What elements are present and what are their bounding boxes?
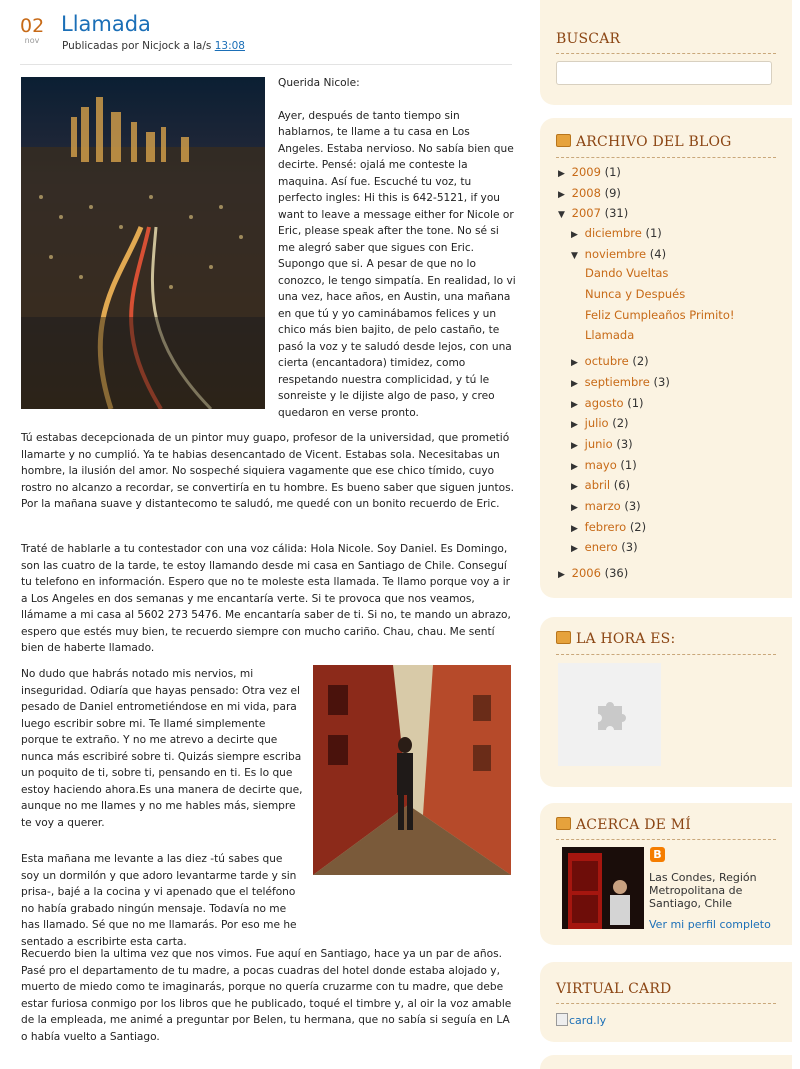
archive-month-abril[interactable] <box>571 478 630 492</box>
paragraph-2: Tú estabas decepcionada de un pintor muy guapo, profesor de la universidad, que prometió llamarte y no cumplió. Ya te habias desencantado de Vicent. Estabas sola. Necesitabas un hombre, la ilusión del amor. No sospeché siquiera vagamente que ese chico tímido, cuyo rostro no alcanzo a recordar, se convertiría en tu hombre. Es bueno saber que siguen juntos. Por la mañana suave y distantecomo te saludó, me quedé con un bonito recuerdo de Eric. <box>21 432 515 510</box>
profile-location: Las Condes, Región Metropolitana de Santiago, Chile <box>649 871 757 910</box>
month-count: (3) <box>616 437 633 451</box>
archive-title: ARCHIVO DEL BLOG <box>576 134 732 150</box>
year-count: (1) <box>604 165 621 179</box>
archive-post-link[interactable]: Llamada <box>585 328 635 342</box>
paragraph-5 <box>21 851 516 950</box>
search-input[interactable] <box>556 61 772 85</box>
archive-month-septiembre[interactable] <box>571 375 670 389</box>
clock-heading <box>556 631 675 647</box>
archive-heading <box>556 134 732 150</box>
archive-icon <box>556 134 571 147</box>
paragraph-3: Traté de hablarle a tu contestador con una voz cálida: Hola Nicole. Soy Daniel. Es Domingo, son las cuatro de la tarde, te estoy llamando desde mi casa en Santiago de Chile. Conseguí tu telefono en información. Espero que no te moleste esta llamada. Te llamo porque voy a ir a Los Angeles en dos semanas y me encantaría verte. Si te provoca que nos veamos, llámame a mi casa al 5602 273 5476. Me encantaría saber de ti. Si no, te mando un abrazo, espero que estés muy bien, te recuerdo siempre con mucho cariño. Chau, chau. Me sentí bien de haberte llamado. <box>21 543 511 654</box>
collapsed-arrow-icon[interactable]: ▶ <box>571 420 578 430</box>
paragraph-6: Recuerdo bien la ultima vez que nos vimos. Fue aquí en Santiago, hace ya un par de años. Pasé pro el departamento de tu madre, a pocas cuadras del hotel donde estaba alojado y, muerto de miedo como te imaginarás, porque no quería cruzarme con tu madre, que debe estar furiosa conmigo por los libros que he publicado, toqué el timbre y, al oir la voz amable de la empleada, me animé a preguntar por Belen, tu hermana, que no sabía si seguía en LA o había vuelto a Santiago. <box>21 948 512 1043</box>
collapsed-arrow-icon[interactable]: ▶ <box>571 441 578 451</box>
year-link[interactable]: 2009 <box>571 165 601 179</box>
paragraph-4: No dudo que habrás notado mis nervios, mi inseguridad. Odiaría que hayas pensado: Otra vez el pesado de Daniel entrometiéndose en mi vida, para luego escribir sobre mi. Te llamé simplemente porque te extraño. Y no me atrevo a decirte que nunca más escribiré sobre ti. Quizás siempre escriba un poquito de ti, sobre ti, pensando en ti. Es lo que estoy haciendo ahora.Es una manera de decirte que, aunque no me llames y no me hables más, siempre te voy a querer. <box>21 668 303 829</box>
paragraph-5-text: Esta mañana me levante a las diez -tú sabes que soy un dormilón y que adoro levantarme tarde y sin prisa-, bajé a la cocina y vi apenado que el teléfono no había grabado ningún mensaje. Todavía no me has llamado. Sé que no me llamarás. Por eso me he sentado a escribirte esta carta. <box>21 853 297 948</box>
city-night-image <box>21 77 265 409</box>
blogger-icon[interactable]: B <box>650 847 665 862</box>
clock-section-icon <box>556 631 571 644</box>
byline-text: Publicadas por Nicjock a la/s <box>62 40 212 52</box>
collapsed-arrow-icon[interactable]: ▶ <box>558 570 565 580</box>
clock-divider <box>556 654 776 655</box>
post-byline <box>62 40 245 52</box>
month-count: (1) <box>645 226 662 240</box>
year-link[interactable]: 2008 <box>571 186 601 200</box>
month-count: (3) <box>653 375 670 389</box>
post-date <box>20 16 44 46</box>
expanded-arrow-icon[interactable]: ▼ <box>558 210 565 220</box>
intro-column <box>278 75 516 421</box>
profile-photo[interactable] <box>562 847 644 929</box>
search-heading: BUSCAR <box>556 31 621 47</box>
date-day: 02 <box>20 15 45 37</box>
collapsed-arrow-icon[interactable]: ▶ <box>571 230 578 240</box>
about-section-icon <box>556 817 571 830</box>
next-widget-box <box>540 1055 792 1069</box>
month-link[interactable]: julio <box>584 416 609 430</box>
virtual-card-divider <box>556 1003 776 1004</box>
month-count: (1) <box>620 458 637 472</box>
archive-month-octubre[interactable] <box>571 354 649 368</box>
about-heading <box>556 817 691 833</box>
collapsed-arrow-icon[interactable]: ▶ <box>558 190 565 200</box>
year-count: (36) <box>604 566 629 580</box>
month-count: (6) <box>613 478 631 492</box>
about-divider <box>556 839 776 840</box>
month-count: (2) <box>629 520 647 534</box>
month-count: (3) <box>621 540 638 554</box>
street-man-image <box>313 665 511 875</box>
view-profile-link[interactable]: Ver mi perfil completo <box>649 918 771 931</box>
greeting-text: Querida Nicole: <box>278 77 360 89</box>
archive-month-marzo[interactable] <box>571 499 641 513</box>
collapsed-arrow-icon[interactable]: ▶ <box>571 400 578 410</box>
month-link[interactable]: agosto <box>584 396 624 410</box>
date-month: nov <box>24 36 40 45</box>
about-title: ACERCA DE MÍ <box>576 817 692 833</box>
clock-title: LA HORA ES: <box>576 631 676 647</box>
archive-month-mayo[interactable] <box>571 458 637 472</box>
archive-post-link[interactable]: Dando Vueltas <box>585 266 669 280</box>
expanded-arrow-icon[interactable]: ▼ <box>571 251 578 261</box>
collapsed-arrow-icon[interactable]: ▶ <box>571 524 578 534</box>
card-image-link[interactable] <box>556 1013 606 1027</box>
broken-image-icon <box>556 1013 568 1026</box>
month-link[interactable]: septiembre <box>584 375 650 389</box>
month-count: (2) <box>632 354 649 368</box>
year-link[interactable]: 2006 <box>571 566 601 580</box>
month-link[interactable]: junio <box>584 437 613 451</box>
year-count: (31) <box>604 206 629 220</box>
archive-year-2008[interactable] <box>558 186 621 200</box>
archive-post-link[interactable]: Feliz Cumpleaños Primito! <box>585 308 735 322</box>
archive-year-2007[interactable] <box>558 206 628 220</box>
year-link[interactable]: 2007 <box>571 206 601 220</box>
archive-month-junio[interactable] <box>571 437 633 451</box>
month-count: (4) <box>649 247 667 261</box>
collapsed-arrow-icon[interactable]: ▶ <box>571 379 578 389</box>
archive-month-agosto[interactable] <box>571 396 644 410</box>
paragraph-1: Ayer, después de tanto tiempo sin hablarnos, te llame a tu casa en Los Angeles. Estaba nervioso. No sabía bien que decirte. Pensé: ojalá me conteste la maquina. Así fue. Escuché tu voz, tu perfecto ingles: Hi this is 642-5121, if you want to leave a message either for Nicole or Eric, please speak after the tone. No sé si me alegró saber que sigues con Eric. Supongo que si. A pesar de que no lo conozco, le tengo simpatía. En realidad, lo vi una vez, hace años, en Austin, una mañana en que tú y yo caminábamos felices y un chico más bien bajito, de pelo castaño, te pasó la voz y te saludó desde lejos, con una cierta (encantadora) timidez, como respetando nuestra complicidad, y tú le sonreiste y le dijiste algo de paso, y creo quedaron en verse pronto. <box>278 109 516 419</box>
archive-month-febrero[interactable] <box>571 520 646 534</box>
month-link[interactable]: octubre <box>584 354 629 368</box>
collapsed-arrow-icon[interactable]: ▶ <box>571 462 578 472</box>
collapsed-arrow-icon[interactable]: ▶ <box>571 482 578 492</box>
archive-year-2006[interactable] <box>558 566 628 580</box>
month-count: (1) <box>627 396 644 410</box>
post-title[interactable]: Llamada <box>61 12 151 36</box>
archive-month-enero[interactable] <box>571 540 638 554</box>
month-link[interactable]: abril <box>584 478 611 492</box>
collapsed-arrow-icon[interactable]: ▶ <box>571 358 578 368</box>
collapsed-arrow-icon[interactable]: ▶ <box>571 503 578 513</box>
month-count: (3) <box>624 499 641 513</box>
month-link[interactable]: noviembre <box>584 247 647 261</box>
post-time-link[interactable]: 13:08 <box>214 40 245 52</box>
year-count: (9) <box>604 186 621 200</box>
collapsed-arrow-icon[interactable]: ▶ <box>558 169 565 179</box>
month-link[interactable]: febrero <box>584 520 627 534</box>
collapsed-arrow-icon[interactable]: ▶ <box>571 544 578 554</box>
archive-year-2009[interactable] <box>558 165 621 179</box>
virtual-card-box <box>540 962 792 1042</box>
archive-post-link[interactable]: Nunca y Después <box>585 287 686 301</box>
puzzle-plugin-icon <box>590 694 630 734</box>
virtual-card-heading: VIRTUAL CARD <box>556 981 672 997</box>
archive-month-julio[interactable] <box>571 416 629 430</box>
month-link[interactable]: marzo <box>584 499 621 513</box>
archive-divider <box>556 157 776 158</box>
archive-month-noviembre[interactable] <box>571 247 666 261</box>
card-alt-text[interactable]: card.ly <box>569 1014 607 1027</box>
archive-month-diciembre[interactable] <box>571 226 662 240</box>
search-divider <box>556 53 776 54</box>
month-link[interactable]: mayo <box>584 458 617 472</box>
month-link[interactable]: enero <box>584 540 618 554</box>
title-divider <box>20 64 512 65</box>
month-count: (2) <box>612 416 629 430</box>
month-link[interactable]: diciembre <box>584 226 642 240</box>
